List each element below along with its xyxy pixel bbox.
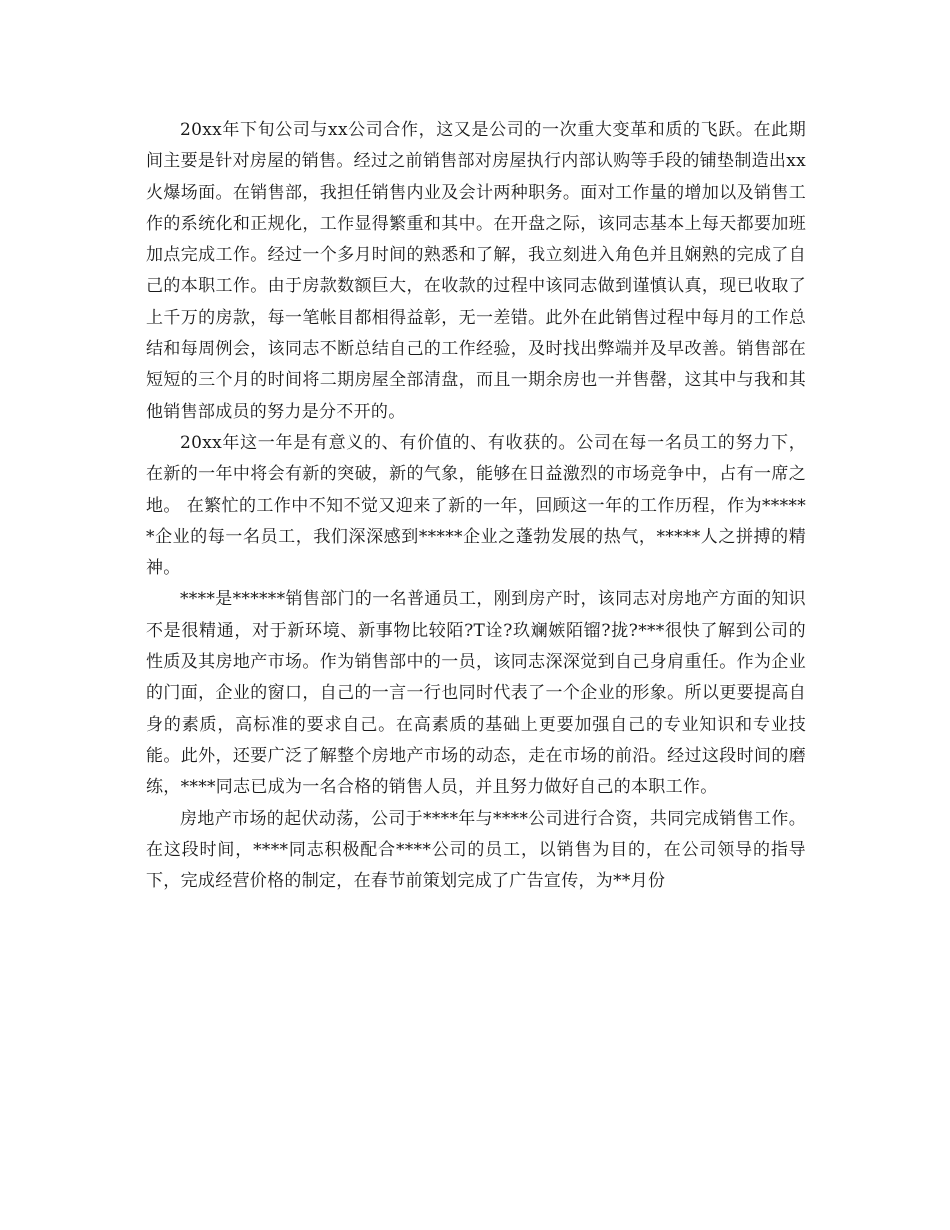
document-body [146,115,806,897]
paragraph-4: 房地产市场的起伏动荡，公司于****年与****公司进行合资，共同完成销售工作。在这段时间，****同志积极配合****公司的员工，以销售为目的，在公司领导的指导下，完成经营价格的制定，在春节前策划完成了广告宣传，为**月份 [146,808,806,892]
paragraph-3: ****是******销售部门的一名普通员工，刚到房产时，该同志对房地产方面的知识不是很精通，对于新环境、新事物比较陌?T诠?玖斓嫉陌镏?拢?***很快了解到公司的性质及其房地产市场。作为销售部中的一员，该同志深深觉到自己身肩重任。作为企业的门面，企业的窗口，自己的一言一行也同时代表了一个企业的形象。所以更要提高自身的素质，高标准的要求自己。在高素质的基础上更要加强自己的专业知识和专业技能。此外，还要广泛了解整个房地产市场的动态，走在市场的前沿。经过这段时间的磨练，****同志已成为一名合格的销售人员，并且努力做好自己的本职工作。 [146,589,806,798]
paragraph-1: 20xx年下旬公司与xx公司合作，这又是公司的一次重大变革和质的飞跃。在此期间主要是针对房屋的销售。经过之前销售部对房屋执行内部认购等手段的铺垫制造出xx火爆场面。在销售部，我担任销售内业及会计两种职务。面对工作量的增加以及销售工作的系统化和正规化，工作显得繁重和其中。在开盘之际，该同志基本上每天都要加班加点完成工作。经过一个多月时间的熟悉和了解，我立刻进入角色并且娴熟的完成了自己的本职工作。由于房款数额巨大，在收款的过程中该同志做到谨慎认真，现已收取了上千万的房款，每一笔帐目都相得益彰，无一差错。此外在此销售过程中每月的工作总结和每周例会，该同志不断总结自己的工作经验，及时找出弊端并及早改善。销售部在短短的三个月的时间将二期房屋全部清盘，而且一期余房也一并售罄，这其中与我和其他销售部成员的努力是分不开的。 [146,120,806,422]
paragraph-2: 20xx年这一年是有意义的、有价值的、有收获的。公司在每一名员工的努力下，在新的一年中将会有新的突破，新的气象，能够在日益激烈的市场竞争中，占有一席之地。 在繁忙的工作中不知不觉又迎来了新的一年，回顾这一年的工作历程，作为******企业的每一名员工，我们深深感到*****企业之蓬勃发展的热气，*****人之拼搏的精神。 [146,432,806,579]
